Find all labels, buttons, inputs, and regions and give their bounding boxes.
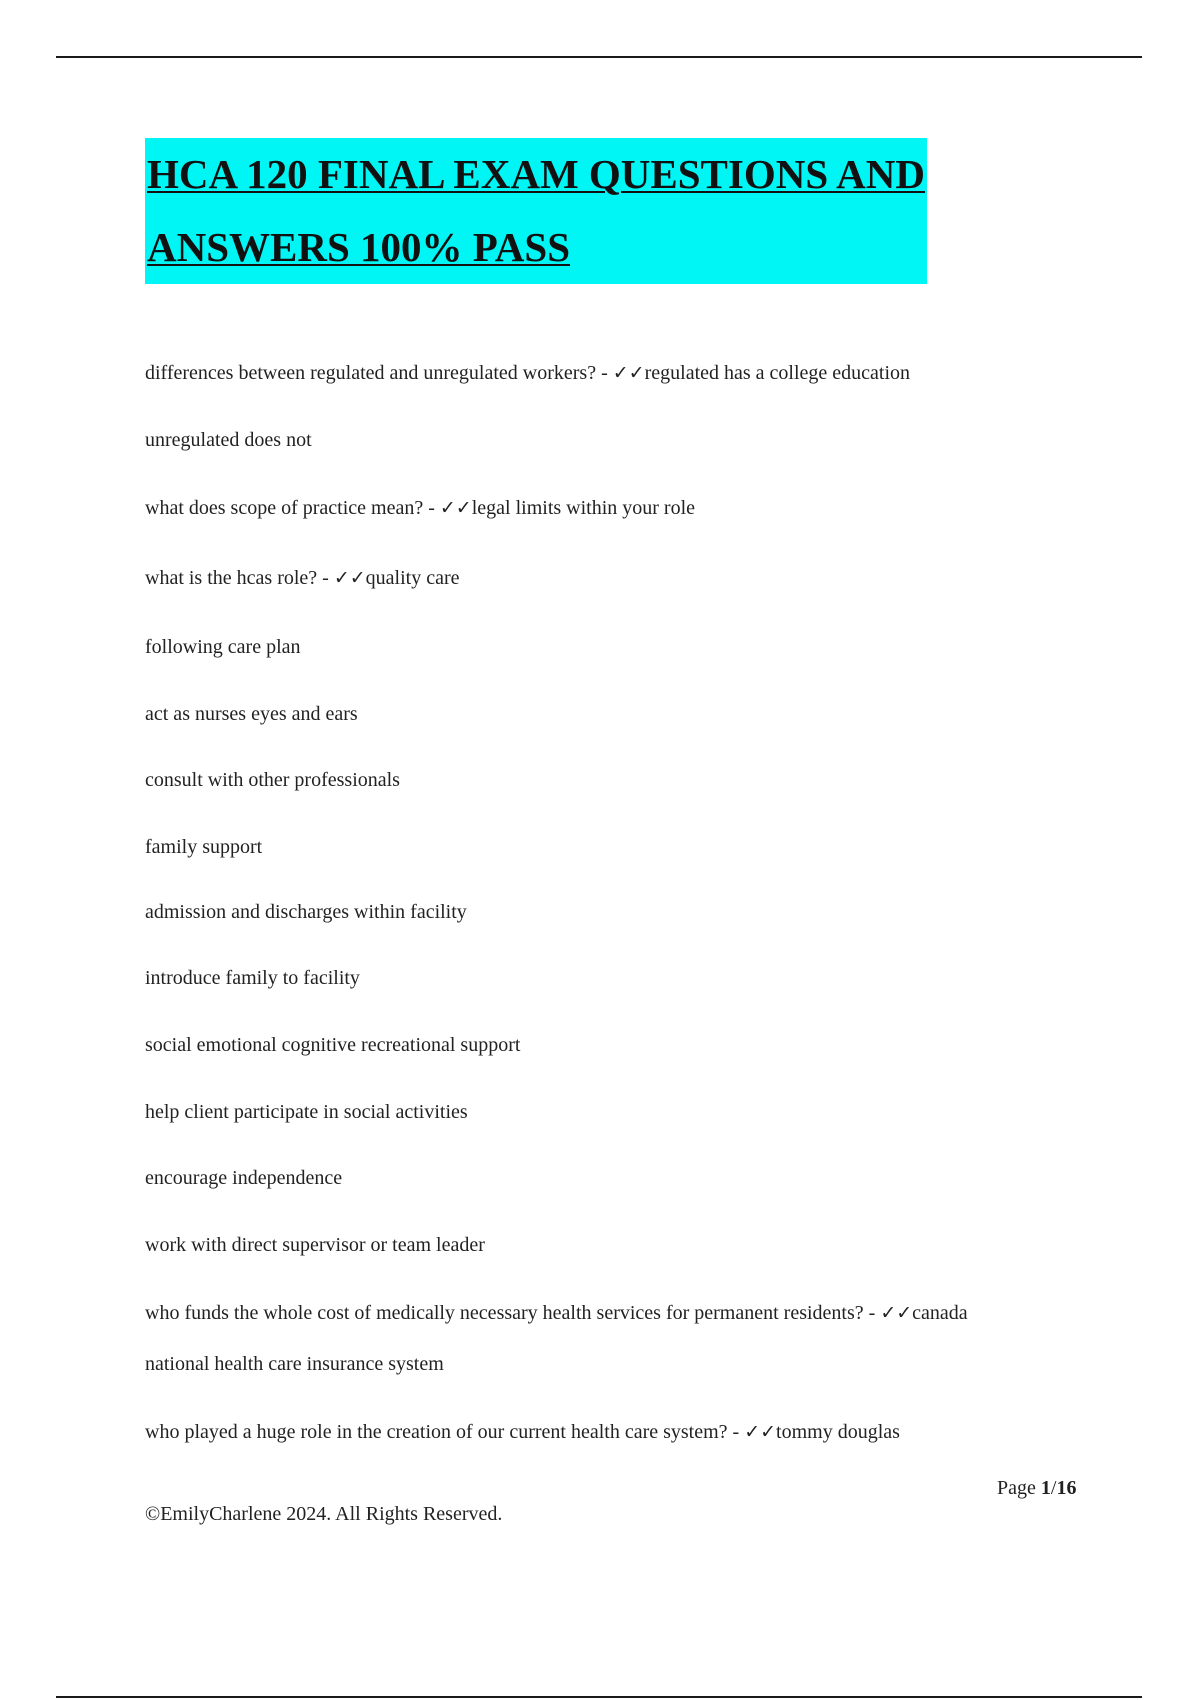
answer-line (145, 702, 358, 726)
check-mark-icon: ✓✓ (612, 362, 645, 384)
answer-text: social emotional cognitive recreational support (145, 1034, 521, 1056)
qa-item (145, 1420, 900, 1444)
question-text: who funds the whole cost of medically necessary health services for permanent residents? - (145, 1302, 881, 1324)
qa-item (145, 496, 695, 520)
answer-line (145, 1166, 342, 1190)
copyright-notice: ©EmilyCharlene 2024. All Rights Reserved. (145, 1503, 503, 1525)
answer-text: work with direct supervisor or team leader (145, 1234, 485, 1256)
answer-text: canada (912, 1302, 968, 1324)
qa-item (145, 1301, 968, 1325)
answer-text: legal limits within your role (471, 497, 696, 519)
answer-line (145, 966, 360, 990)
answer-text: family support (145, 836, 263, 858)
question-text: who played a huge role in the creation of our current health care system? - (145, 1421, 745, 1443)
question-text: what does scope of practice mean? - (145, 497, 440, 519)
answer-text: encourage independence (145, 1167, 343, 1189)
answer-line (145, 900, 467, 924)
page-total: 16 (1056, 1477, 1077, 1499)
document-title (145, 138, 927, 284)
answer-line (145, 1233, 485, 1257)
title-line-1: HCA 120 FINAL EXAM QUESTIONS AND (147, 151, 925, 197)
answer-text: consult with other professionals (145, 769, 400, 791)
check-mark-icon: ✓✓ (744, 1421, 777, 1443)
question-text: what is the hcas role? - (145, 567, 334, 589)
qa-item (145, 566, 460, 590)
answer-text: introduce family to facility (145, 967, 360, 989)
answer-text: following care plan (145, 636, 301, 658)
check-mark-icon: ✓✓ (333, 567, 366, 589)
answer-text: help client participate in social activities (145, 1101, 468, 1123)
check-mark-icon: ✓✓ (439, 497, 472, 519)
title-line-2: ANSWERS 100% PASS (147, 224, 570, 270)
answer-line (145, 635, 301, 659)
answer-text: national health care insurance system (145, 1353, 444, 1375)
check-mark-icon: ✓✓ (880, 1302, 913, 1324)
page-number (997, 1477, 1076, 1500)
top-rule (56, 56, 1142, 58)
bottom-rule (56, 1696, 1142, 1698)
answer-text: regulated has a college education (644, 362, 911, 384)
answer-line (145, 1033, 520, 1057)
page-current: 1 (1040, 1477, 1051, 1499)
question-text: differences between regulated and unregulated workers? - (145, 362, 613, 384)
answer-text: admission and discharges within facility (145, 901, 467, 923)
page-label: Page (997, 1477, 1041, 1499)
answer-text: unregulated does not (145, 429, 312, 451)
answer-line (145, 1352, 444, 1376)
page-separator: / (1050, 1477, 1057, 1499)
answer-line (145, 768, 400, 792)
answer-line (145, 428, 312, 452)
answer-text: quality care (365, 567, 460, 589)
answer-text: tommy douglas (776, 1421, 900, 1443)
answer-line (145, 1100, 468, 1124)
answer-text: act as nurses eyes and ears (145, 703, 358, 725)
answer-line (145, 835, 262, 859)
qa-item (145, 361, 910, 385)
